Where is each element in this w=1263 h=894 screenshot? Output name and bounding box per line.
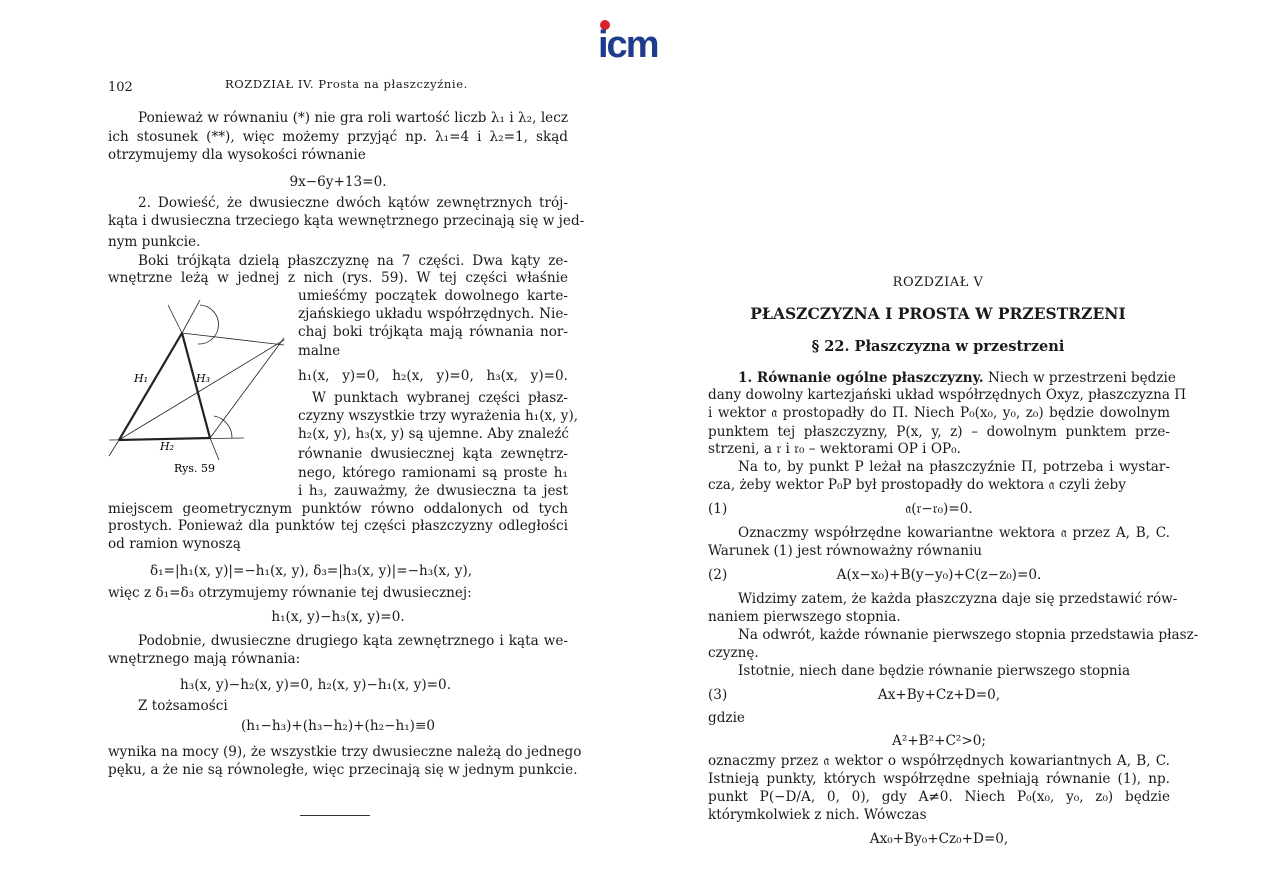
- triangle-side-h1: [119, 333, 182, 440]
- right-text-line: cza, żeby wektor P₀P był prostopadły do wektora 𝔞 czyli żeby: [708, 477, 1126, 493]
- left-text-line: wnętrzne leżą w jednej z nich (rys. 59). W tej części właśnie: [108, 270, 568, 286]
- bisector-2: [182, 333, 284, 345]
- right-text-line: punkt P(−D/A, 0, 0), gdy A≠0. Niech P₀(x₀, y₀, z₀) będzie: [708, 789, 1170, 805]
- left-text-line: i h₃, zauważmy, że dwusieczna ta jest: [298, 483, 568, 499]
- right-text-line: 1. Równanie ogólne płaszczyzny. Niech w przestrzeni będzie: [738, 370, 1176, 386]
- logo-text: icm: [598, 24, 658, 66]
- left-text-line: Ponieważ w równaniu (*) nie gra roli wartość liczb λ₁ i λ₂, lecz: [138, 110, 568, 126]
- left-text-line: h₁(x, y)=0, h₂(x, y)=0, h₃(x, y)=0.: [298, 368, 568, 384]
- left-text-line: nym punkcie.: [108, 234, 201, 250]
- left-text-line: kąta i dwusieczna trzeciego kąta wewnętrznego przecinają się w jed-: [108, 213, 585, 229]
- right-text-line: Istnieją punkty, których współrzędne spełniają równanie (1), np.: [708, 771, 1170, 787]
- bisector-3: [210, 338, 284, 438]
- left-text-line: chaj boki trójkąta mają równania nor-: [298, 324, 568, 340]
- line-ext-h3: [168, 305, 182, 333]
- left-text-line: więc z δ₁=δ₃ otrzymujemy równanie tej dwusiecznej:: [108, 585, 472, 601]
- chapter-label: ROZDZIAŁ V: [892, 275, 984, 290]
- left-text-line: Z tożsamości: [138, 698, 228, 714]
- label-h1: H₁: [134, 372, 149, 385]
- left-text-line: Boki trójkąta dzielą płaszczyznę na 7 części. Dwa kąty ze-: [138, 253, 568, 269]
- left-text-line: h₁(x, y)−h₃(x, y)=0.: [271, 609, 405, 625]
- right-text-line: (3): [708, 687, 728, 703]
- right-text-line: Ax₀+By₀+Cz₀+D=0,: [869, 831, 1009, 847]
- figure-caption: Rys. 59: [174, 462, 215, 475]
- right-text-line: 𝔞(𝔯−𝔯₀)=0.: [905, 501, 973, 517]
- left-text-line: miejscem geometrycznym punktów równo oddalonych od tych: [108, 501, 568, 517]
- triangle-side-h3: [182, 333, 210, 438]
- right-text-line: Istotnie, niech dane będzie równanie pierwszego stopnia: [738, 663, 1131, 679]
- left-text-line: nego, którego ramionami są proste h₁: [298, 465, 568, 481]
- footer-rule: [300, 815, 370, 816]
- angle-arc-top: [198, 305, 219, 344]
- right-text-line: A(x−x₀)+B(y−y₀)+C(z−z₀)=0.: [836, 567, 1042, 583]
- right-text-line: czyznę.: [708, 645, 759, 661]
- right-text-line: oznaczmy przez 𝔞 wektor o współrzędnych kowariantnych A, B, C.: [708, 753, 1170, 769]
- right-text-line: Ax+By+Cz+D=0,: [877, 687, 1001, 703]
- right-text-line: Warunek (1) jest równoważny równaniu: [708, 543, 983, 559]
- right-text-line: Na to, by punkt P leżał na płaszczyźnie Π, potrzeba i wystar-: [738, 459, 1170, 475]
- chapter-title: PŁASZCZYZNA I PROSTA W PRZESTRZENI: [750, 304, 1126, 323]
- line-ext-h1b: [109, 440, 119, 456]
- right-text-line: dany dowolny kartezjański układ współrzędnych Oxyz, płaszczyzna Π: [708, 387, 1187, 403]
- figure-rys-59: [104, 300, 294, 500]
- left-text-line: (h₁−h₃)+(h₃−h₂)+(h₂−h₁)≡0: [240, 718, 436, 734]
- left-text-line: równanie dwusiecznej kąta zewnętrz-: [298, 446, 568, 462]
- left-text-line: Podobnie, dwusieczne drugiego kąta zewnętrznego i kąta we-: [138, 633, 568, 649]
- right-text-line: gdzie: [708, 710, 745, 726]
- left-text-line: od ramion wynoszą: [108, 536, 241, 552]
- label-h2: H₂: [160, 440, 175, 453]
- icm-logo: [598, 20, 676, 64]
- left-text-line: W punktach wybranej części płasz-: [312, 390, 568, 406]
- left-text-line: czyzny wszystkie trzy wyrażenia h₁(x, y),: [298, 408, 579, 424]
- left-text-line: h₃(x, y)−h₂(x, y)=0, h₂(x, y)−h₁(x, y)=0.: [180, 677, 452, 693]
- left-text-line: zjańskiego układu współrzędnych. Nie-: [298, 306, 568, 322]
- right-text-line: A²+B²+C²>0;: [892, 733, 986, 749]
- right-text-line: Oznaczmy współrzędne kowariantne wektora 𝔞 przez A, B, C.: [738, 525, 1170, 541]
- line-ext-h3b: [210, 438, 219, 460]
- bisector-1: [119, 340, 284, 440]
- left-text-line: 2. Dowieść, że dwusieczne dwóch kątów zewnętrznych trój-: [138, 195, 568, 211]
- left-text-line: 9x−6y+13=0.: [289, 174, 387, 190]
- section-title: § 22. Płaszczyzna w przestrzeni: [811, 338, 1065, 355]
- right-text-line: Na odwrót, każde równanie pierwszego stopnia przedstawia płasz-: [738, 627, 1199, 643]
- left-text-line: δ₁=|h₁(x, y)|=−h₁(x, y), δ₃=|h₃(x, y)|=−h₃(x, y),: [150, 563, 473, 579]
- right-text-line: naniem pierwszego stopnia.: [708, 609, 901, 625]
- right-text-line: i wektor 𝔞 prostopadły do Π. Niech P₀(x₀, y₀, z₀) będzie dowolnym: [708, 405, 1170, 421]
- right-text-line: (2): [708, 567, 728, 583]
- left-text-line: ich stosunek (**), więc możemy przyjąć np. λ₁=4 i λ₂=1, skąd: [108, 129, 568, 145]
- page-number: 102: [108, 80, 133, 95]
- right-text-line: którymkolwiek z nich. Wówczas: [708, 807, 927, 823]
- label-h3: H₃: [196, 372, 211, 385]
- line-ext-h1: [182, 300, 200, 333]
- angle-arc-bottom: [214, 416, 232, 438]
- subsection-heading: 1. Równanie ogólne płaszczyzny.: [738, 370, 984, 386]
- right-text-line: strzeni, a 𝔯 i 𝔯₀ – wektorami OP i OP₀.: [708, 441, 961, 457]
- left-text-line: h₂(x, y), h₃(x, y) są ujemne. Aby znaleźć: [298, 426, 570, 442]
- right-text-line: punktem tej płaszczyzny, P(x, y, z) – dowolnym punktem prze-: [708, 424, 1170, 440]
- left-text-line: wnętrznego mają równania:: [108, 651, 301, 667]
- left-text-line: wynika na mocy (9), że wszystkie trzy dwusieczne należą do jednego: [108, 744, 582, 760]
- left-text-line: otrzymujemy dla wysokości równanie: [108, 147, 366, 163]
- left-text-line: pęku, a że nie są równoległe, więc przecinają się w jednym punkcie.: [108, 762, 578, 778]
- left-text-line: malne: [298, 343, 341, 359]
- right-text-line: (1): [708, 501, 728, 517]
- left-text-line: umieśćmy początek dowolnego karte-: [298, 288, 568, 304]
- left-text-line: prostych. Ponieważ dla punktów tej części płaszczyzny odległości: [108, 518, 568, 534]
- running-head: ROZDZIAŁ IV. Prosta na płaszczyźnie.: [225, 77, 468, 91]
- right-text-line: Widzimy zatem, że każda płaszczyzna daje się przedstawić rów-: [738, 591, 1178, 607]
